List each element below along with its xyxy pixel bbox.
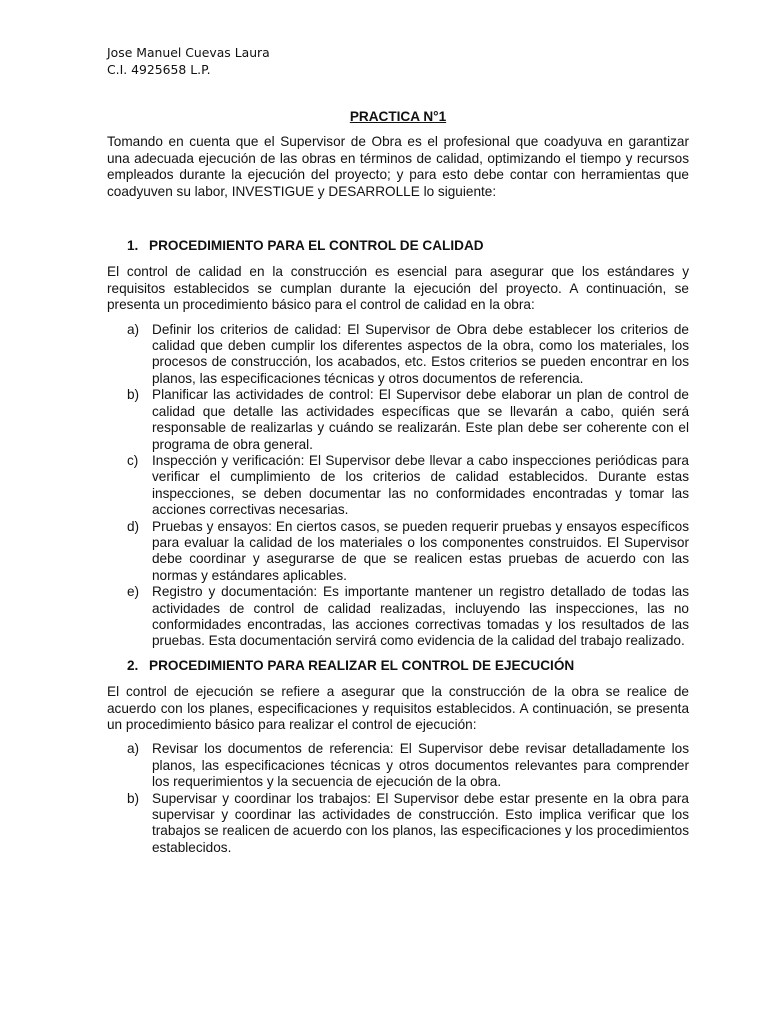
list-marker: b) — [127, 790, 140, 806]
list-item — [107, 453, 689, 519]
list-item-text: Definir los criterios de calidad: El Supervisor de Obra debe establecer los criterios de calidad que deben cumplir los diferentes aspectos de la obra, como los materiales, los procesos de construcción, los acabados, etc. Estos criterios se pueden encontrar en los planos, las especificaciones técnicas y otros documentos de referencia. — [152, 321, 689, 386]
list-item-text: Revisar los documentos de referencia: El Supervisor debe revisar detalladamente los planos, las especificaciones técnicas y otros documentos relevantes para comprender los requerimientos y la secuencia de ejecución de la obra. — [152, 741, 689, 790]
list-marker: a) — [127, 741, 140, 757]
list-item — [107, 519, 689, 585]
list-item-text: Supervisar y coordinar los trabajos: El Supervisor debe estar presente en la obra para supervisar y coordinar las actividades de construcción. Esto implica verificar que los trabajos se realicen de acuerdo con los planos, las especificaciones y los procedimientos establecidos. — [152, 790, 689, 855]
section-execution-control — [107, 658, 689, 856]
list-item-text: Registro y documentación: Es importante mantener un registro detallado de todas las actividades de control de calidad realizadas, incluyendo las inspecciones, las no conformidades encontradas, las acciones correctivas tomadas y los resultados de las pruebas. Esta documentación servirá como evidencia de la calidad del trabajo realizado. — [152, 584, 689, 649]
page-title: PRACTICA N°1 — [349, 109, 447, 124]
section-heading — [107, 658, 689, 674]
author-name: Jose Manuel Cuevas Laura — [107, 45, 270, 60]
list-marker: c) — [127, 452, 139, 468]
list-item-text: Planificar las actividades de control: El Supervisor debe elaborar un plan de control de calidad que detalle las actividades específicas que se llevarán a cabo, quién será responsable de realizarlas y cuándo se realizarán. Este plan debe ser coherente con el programa de obra general. — [152, 387, 689, 452]
list-item — [107, 322, 689, 388]
section-title: PROCEDIMIENTO PARA REALIZAR EL CONTROL DE EJECUCIÓN — [149, 657, 575, 673]
section-heading — [107, 238, 689, 254]
list-item-text: Pruebas y ensayos: En ciertos casos, se pueden requerir pruebas y ensayos específicos para evaluar la calidad de los materiales o los componentes construidos. El Supervisor debe coordinar y asegurarse de que se realicen estas pruebas de acuerdo con las normas y estándares aplicables. — [152, 518, 689, 583]
list-item — [107, 387, 689, 453]
author-id: C.I. 4925658 L.P. — [107, 62, 211, 77]
list-item-text: Inspección y verificación: El Supervisor debe llevar a cabo inspecciones periódicas para verificar el cumplimiento de los criterios de calidad establecidos. Durante estas inspecciones, se deben documentar las no conformidades encontradas y tomar las acciones correctivas necesarias. — [152, 452, 689, 518]
section-number: 2. — [127, 657, 139, 673]
section-quality-control — [107, 238, 689, 650]
list-item — [107, 741, 689, 790]
list-item — [107, 584, 689, 650]
section-paragraph: El control de calidad en la construcción es esencial para asegurar que los estándares y requisitos establecidos se cumplan durante la ejecución del proyecto. A continuación, se presenta un procedimiento básico para el control de calidad en la obra: — [107, 264, 689, 313]
list-marker: a) — [127, 321, 140, 337]
list-item — [107, 791, 689, 857]
intro-paragraph: Tomando en cuenta que el Supervisor de Obra es el profesional que coadyuva en garantizar una adecuada ejecución de las obras en términos de calidad, optimizando el tiempo y recursos empleados durante la ejecución del proyecto; y para esto debe contar con herramientas que coadyuven su labor, INVESTIGUE y DESARROLLE lo siguiente: — [107, 134, 689, 199]
list-marker: d) — [127, 518, 140, 534]
section-paragraph: El control de ejecución se refiere a asegurar que la construcción de la obra se realice de acuerdo con los planes, especificaciones y requisitos establecidos. A continuación, se presenta un procedimiento básico para realizar el control de ejecución: — [107, 684, 689, 732]
procedure-list — [107, 322, 689, 650]
author-block — [107, 44, 689, 78]
section-number: 1. — [127, 238, 139, 254]
procedure-list — [107, 741, 689, 856]
section-title: PROCEDIMIENTO PARA EL CONTROL DE CALIDAD — [149, 238, 484, 254]
list-marker: e) — [127, 584, 140, 600]
list-marker: b) — [127, 387, 140, 403]
